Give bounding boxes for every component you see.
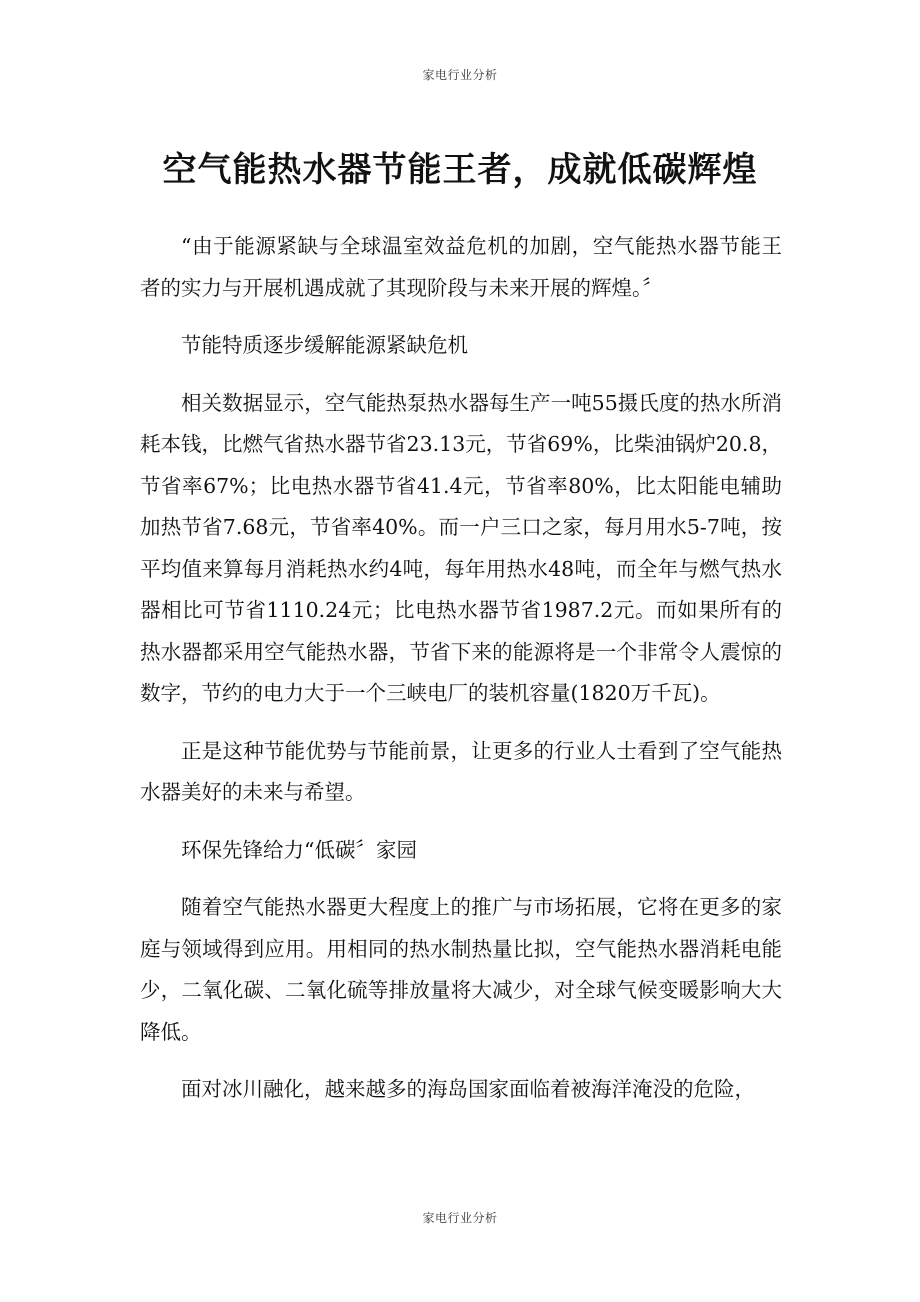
- document-body: [140, 226, 782, 1127]
- paragraph-outlook: 正是这种节能优势与节能前景，让更多的行业人士看到了空气能热水器美好的未来与希望。: [140, 738, 782, 804]
- paragraph-intro-quote: “由于能源紧缺与全球温室效益危机的加剧，空气能热水器节能王者的实力与开展机遇成就了其现阶段与未来开展的辉煌。〞: [140, 234, 782, 300]
- running-footer: 家电行业分析: [422, 1211, 498, 1225]
- paragraph-glacier: 面对冰川融化，越来越多的海岛国家面临着被海洋淹没的危险，: [181, 1077, 755, 1101]
- paragraph-data-comparison: 相关数据显示，空气能热泵热水器每生产一吨55摄氏度的热水所消耗本钱，比燃气省热水器节省23.13元，节省69%，比柴油锅炉20.8，节省率67%；比电热水器节省41.4元，节省率80%，比太阳能电辅助加热节省7.68元，节省率40%。而一户三口之家，每月用水5-7吨，按平均值来算每月消耗热水约4吨，每年用热水48吨，而全年与燃气热水器相比可节省1110.24元；比电热水器节省1987.2元。而如果所有的热水器都采用空气能热水器，节省下来的能源将是一个非常令人震惊的数字，节约的电力大于一个三峡电厂的装机容量(1820万千瓦)。: [140, 390, 782, 705]
- paragraph-environment: 随着空气能热水器更大程度上的推广与市场拓展，它将在更多的家庭与领域得到应用。用相同的热水制热量比拟，空气能热水器消耗电能少，二氧化碳、二氧化硫等排放量将大减少，对全球气候变暖影响大大降低。: [140, 895, 782, 1044]
- running-header: 家电行业分析: [422, 68, 498, 82]
- document-title: 空气能热水器节能王者，成就低碳辉煌: [162, 150, 758, 190]
- section-heading-energy-saving: 节能特质逐步缓解能源紧缺危机: [181, 333, 468, 357]
- section-heading-low-carbon: 环保先锋给力“低碳〞家园: [181, 837, 417, 862]
